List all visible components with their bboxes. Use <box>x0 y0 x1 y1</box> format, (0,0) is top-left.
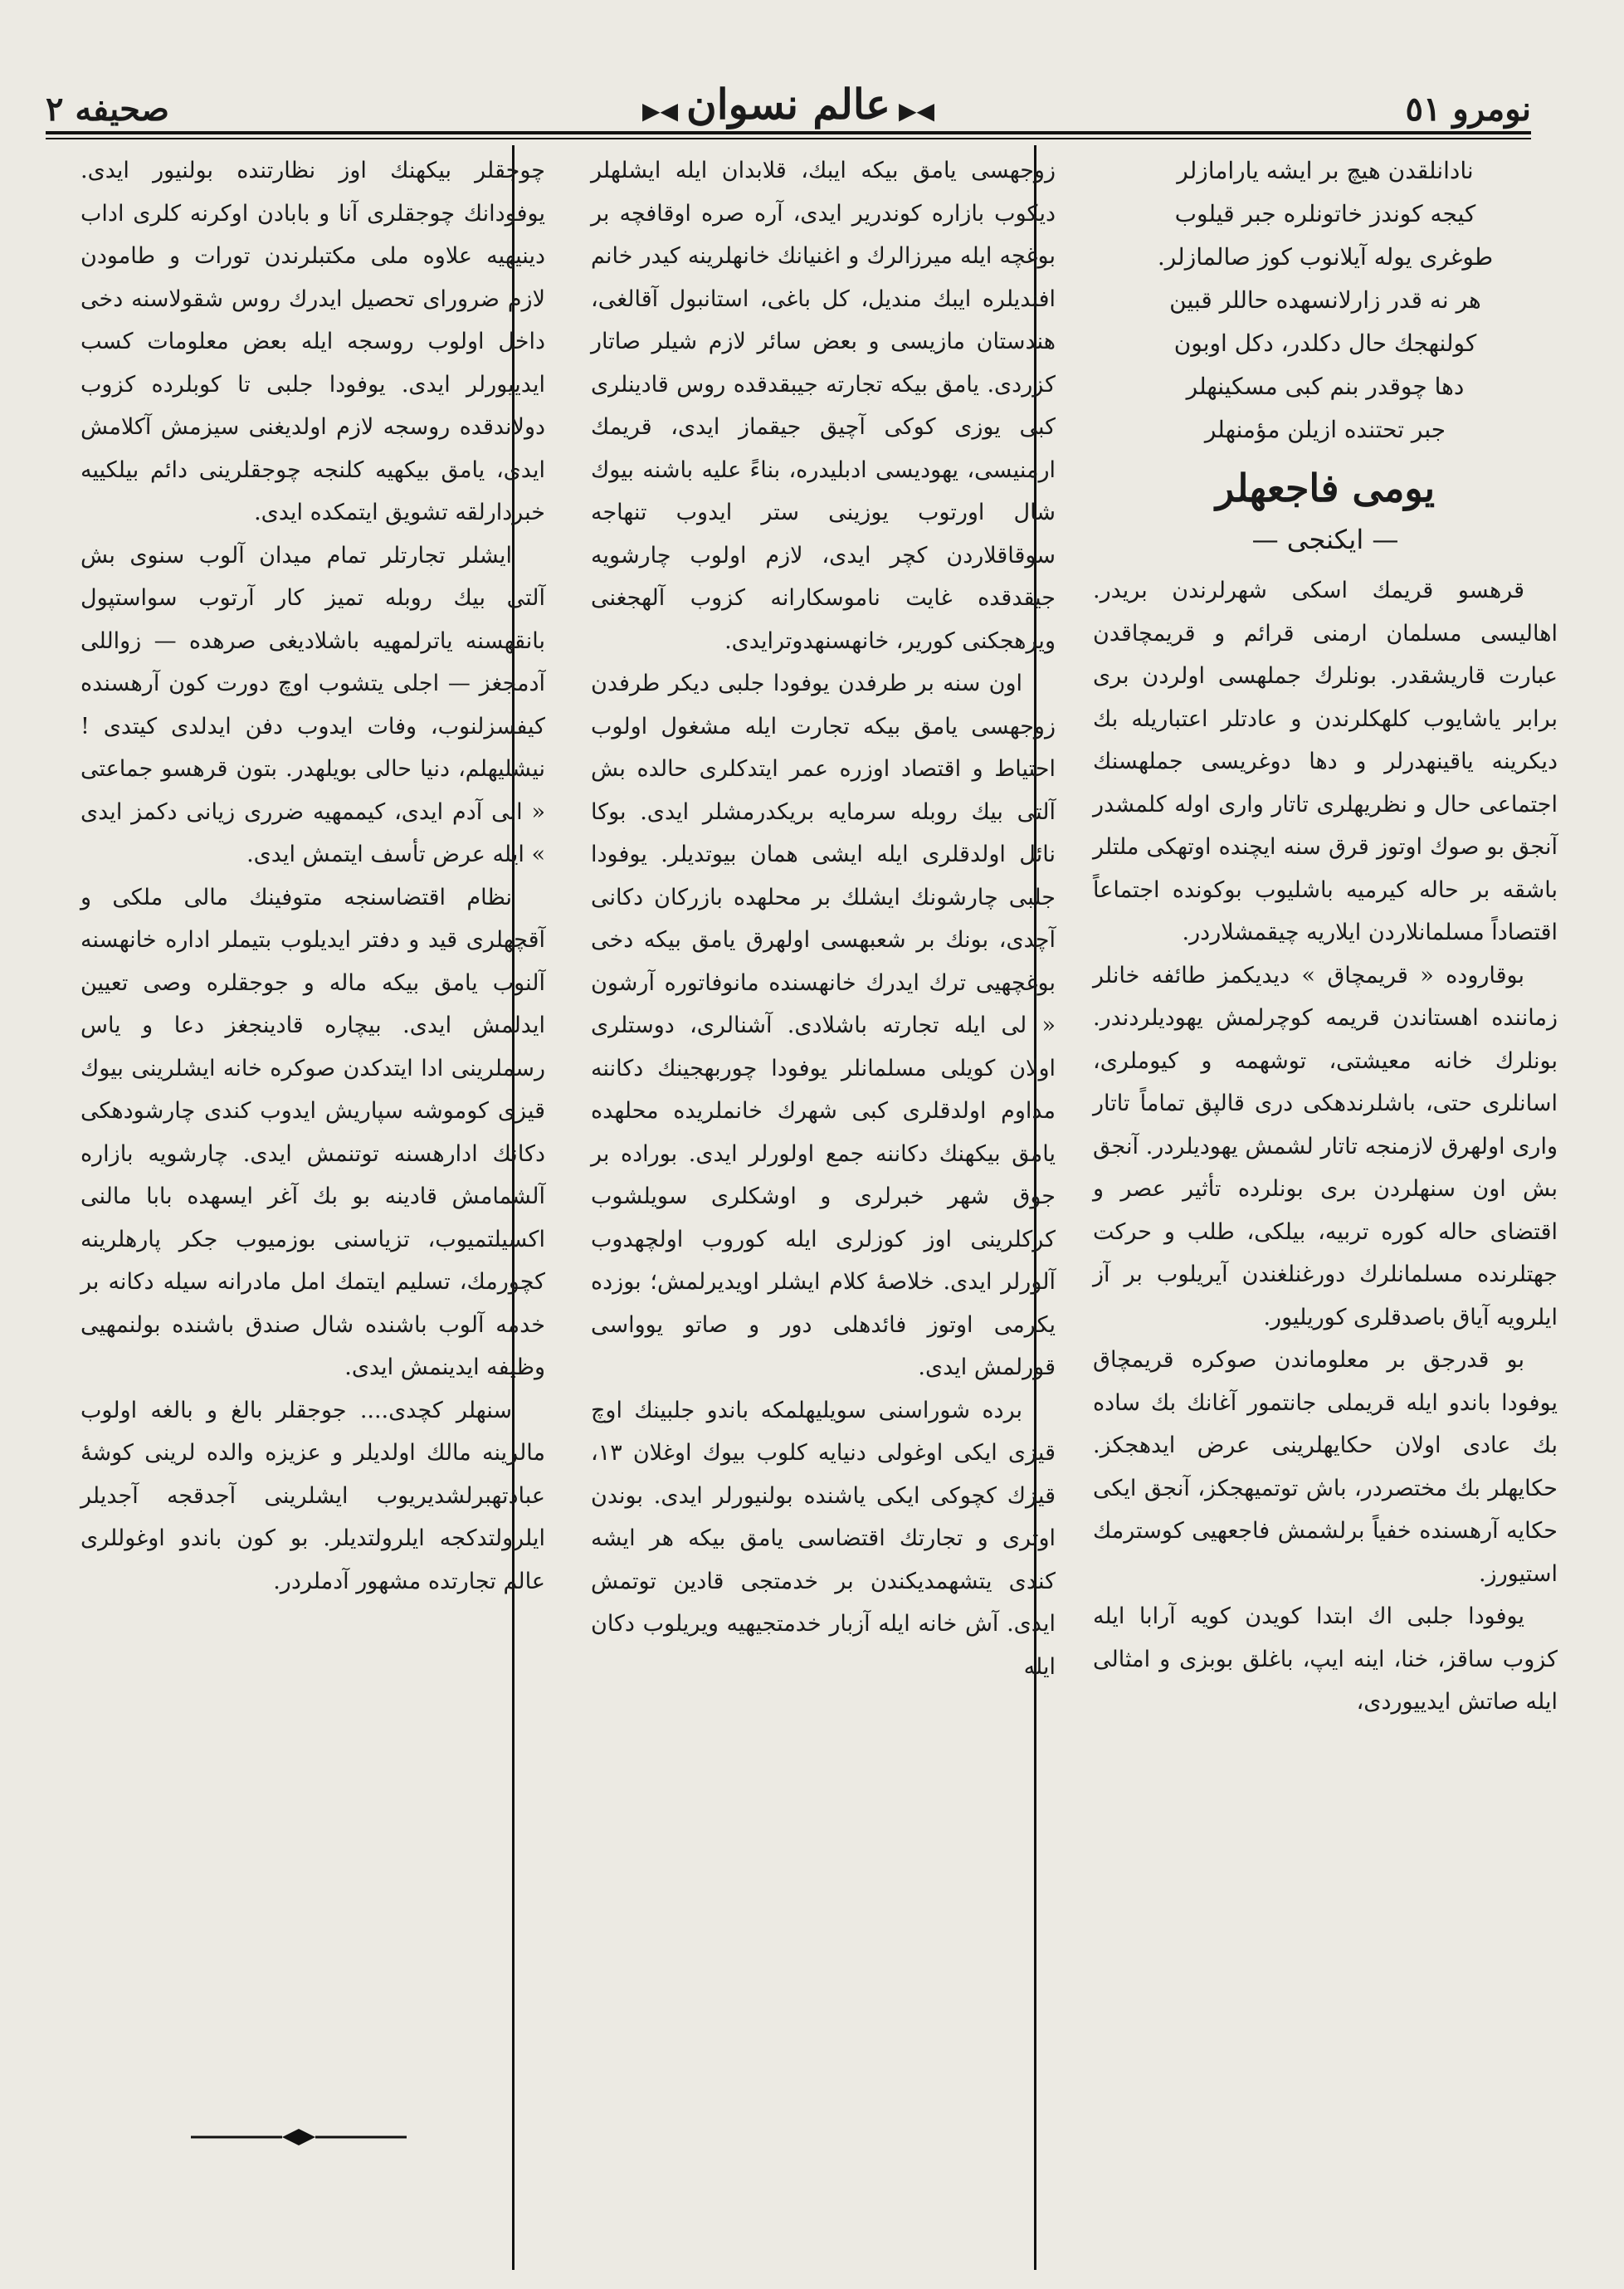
poem-line: کولنهجك حال دکلدر، دکل اوبون <box>1173 329 1477 357</box>
paragraph: برده شوراسنی سویلیهلمکه باندو جلبینك اوچ قیزی ایکی اوغولی دنیایه کلوب بیوك اوغلان ١٣، قیزك کچوکی ایکی یاشنده بولنیورلر ایدی. بوندن اوتری و تجارتك اقتضاسی یامق بیکه هر ایشه کندی یتشهمدیکندن بر خدمتجی قادین توتمش ایدی. آش خانه ایله آزبار خدمتجیهیه ویریلوب دکان ایله <box>591 1397 1056 1680</box>
paragraph: زوجهسی یامق بیکه ایبك، قلابدان ایله ایشلهلر دیکوب بازاره کوندریر ایدی، آره صره اوقافچه بر بوغچه ایله میرزالرك و اغنیانك خانهلرینه کیدر خانم افندیلره ایبك مندیل، کل باغی، استانبول آقالغی، هندستان مازیسی و بعض سائر لازم شیلر صاتار کزردی. یامق بیکه تجارته جیبقدقده روس قادینلری کبی یوزی کوکی آچیق جیقماز ایدی، قریمك ارمنیسی، یهودیسی ادبلیدره، بناءً علیه باشنه بیوك شال اورتوب یوزینی ستر ایدوب تنهاجه سوقاقلاردن کچر ایدی، لازم اولوب چارشویه جیقدقده غایت ناموسکارانه کزوب آلهجغنی ویرهجکنی کوریر، خانهسنهدوترایدی. <box>591 158 1056 654</box>
poem-line: کیجه کوندز خاتونلره جبر قیلوب <box>1174 200 1476 227</box>
section-title: یومی فاجعهلر <box>1215 466 1435 510</box>
poem-line: نادانلقدن هیچ بر ایشه یارامازلر <box>1177 157 1474 184</box>
column-left <box>80 149 545 1603</box>
poem-line: طوغری یوله آیلانوب کوز صالمازلر. <box>1157 243 1494 271</box>
poem <box>1093 149 1558 451</box>
newspaper-title <box>634 80 943 129</box>
title-ornament-left-icon: ◀▶ <box>641 97 679 124</box>
paragraph: قرهسو قریمك اسکی شهرلرندن بریدر. اهالیسی مسلمان ارمنی قرائم و قریمچاقدن عبارت قاریشقدر. بونلرك جملهسی اولردن بری برابر یاشایوب کلهکلرندن و عادتلر اعتباریله بك دیکرینه یاقینهدرلر و دها دوغریسی جملهسنك اجتماعی حال و نظریهلری تاتار واری اوله کلمشدر آنجق بو صوك اوتوز قرق سنه ایچنده اوتهکی ملتلر باشقه بر حاله کیرمیه باشلیوب بوکونده اجتماعاً اقتصاداً مسلمانلاردن ایلاریه چیقمشلاردر. <box>1093 578 1558 945</box>
paragraph: اون سنه بر طرفدن یوفودا جلبی دیکر طرفدن زوجهسی یامق بیکه تجارت ایله مشغول اولوب احتیاط و اقتصاد اوزره عمر ایتدکلری حالده بش آلتی بیك روبله سرمایه بریکدرمشلر ایدی. بوکا نائل اولدقلری ایله ایشی همان بیوتدیلر. یوفودا جلبی چارشونك ایشلك بر محلهده بازرکان دکانی آچدی، بونك بر شعبهسی اولهرق یامق بیکه دخی بوغچهیی ترك ایدرك خانهسنده مانوفاتوره آرشون « لی ایله تجارته باشلادی. آشنالری، دوستلری اولان کویلی مسلمانلر یوفودا چوربهجینك دکاننه مداوم اولدقلری کبی شهرك خانملریده محلهده یامق بیکهنك دکاننه جمع اولورلر ایدی. بوراده بر جوق شهر خبرلری و اوشکلری سویلشوب کرکلرینی اوز کوزلری ایله کوروب اولچهدوب آلورلر ایدی. خلاصهٔ کلام ایشلر اویدیرلمش؛ بوزده یکرمی اوتوز فائدهلی دور و صاتو یوواسی قورلمش ایدی. <box>591 671 1056 1380</box>
poem-line: هر نه قدر زارلانسهده حاللر قبین <box>1169 286 1481 314</box>
section-subtitle: — ایکنجی — <box>1251 524 1399 555</box>
column-right <box>1093 149 1558 1724</box>
page-number: صحیفه ٢ <box>46 90 169 129</box>
poem-line: جبر تحتنده ازیلن مؤمنهلر <box>1204 416 1446 443</box>
end-ornament-icon <box>191 2129 407 2145</box>
paragraph: یوفودا جلبی اك ابتدا کویدن کویه آرابا ایله کزوب ساقز، خنا، اینه ایپ، باغلق بوبزی و امثالی ایله صاتش ایدییوردی، <box>1093 1603 1558 1715</box>
issue-number: نومرو ٥١ <box>1405 90 1531 129</box>
paragraph: چوجقلر بیکهنك اوز نظارتنده بولنیور ایدی. یوفودانك چوجقلری آنا و بابادن اوکرنه کلری اداب دینیهیه علاوه ملی مکتبلرندن تورات و طامودن لازم ضرورای تحصیل ایدرك روس شقولاسنه دخی داخل اولوب روسجه ایله بعض معلومات کسب ایدییورلر ایدی. یوفودا جلبی تا کوبلرده کزوب دولاندقده روسجه لازم اولدیغنی سیزمش آکلامش ایدی، یامق بیکهیه کلنجه چوجقلرینی دائم بیلکییه خبردارلقه تشویق ایتمکده ایدی. <box>80 158 545 525</box>
header-rule <box>46 131 1531 134</box>
page-header <box>46 48 1531 131</box>
newspaper-title-text: عالم نسوان <box>686 80 890 129</box>
column-middle <box>591 149 1056 1688</box>
paragraph: ایشلر تجارتلر تمام میدان آلوب سنوی بش آلتی بیك روبله تمیز کار آرتوب سواستپول بانقهسنه یاترلمهیه باشلادیغی صرهده — زواللی آدمجغز — اجلی یتشوب اوچ دورت کون آرهسنده کیفسزلنوب، وفات ایدوب دفن ایدلدی کیتدی ! نیشلیهلم، دنیا حالی بویلهدر. بتون قرهسو جماعتی « ابی آدم ایدی، کیممهیه ضرری زیانی دکمز ایدی » ایله عرض تأسف ایتمش ایدی. <box>80 542 545 867</box>
paragraph: سنهلر کچدی.... جوجقلر بالغ و بالغه اولوب مالرینه مالك اولدیلر و عزیزه والده لرینی کوشهٔ عبادتهبرلشدیریوب ایشلرینی آجدقجه آجدیلر ایلرولتدکجه ایلرولتدیلر. بو کون باندو اوغوللری عالم تجارتده مشهور آدملردر. <box>80 1397 545 1594</box>
title-ornament-right-icon: ◀▶ <box>898 97 935 124</box>
poem-line: دها چوقدر بنم کبی مسکینهلر <box>1186 373 1465 400</box>
header-rule-thin <box>46 138 1531 139</box>
paragraph: نظام اقتضاسنجه متوفینك مالی ملکی و آقچهلری قید و دفتر ایدیلوب بتیملر اداره خانهسنه آلنوب یامق بیکه ماله و جوجقلره وصی تعیین ایدلمش ایدی. بیچاره قادینجغز دعا و یاس رسملرینی ادا ایتدکدن صوکره خانه ایشلرینی بیوك قیزی کوموشه سپاریش ایدوب کندی چارشودهکی دکانك ادارهسنه توتنمش ایدی. چارشویه بازاره آلشمامش قادینه بو بك آغر ایسهده بابا مالنی اکسیلتمیوب، تزیاسنی بوزمیوب جکر پارهلرینه کچورمك، تسلیم ایتمك امل مادرانه سیله دکانه بر خدمه آلوب باشنده شال صندق باشنده بولنمهیی وظیفه ایدینمش ایدی. <box>80 884 545 1380</box>
paragraph: بو قدرجق بر معلوماندن صوکره قریمچاق یوفودا باندو ایله قریملی جانتمور آغانك بك ساده بك عادی اولان حکایهلرینی عرض ایدهجکز. حکایهلر بك مختصردر، باش توتمیهجکز، آنجق ایکی حکایه آرهسنده خفیاً برلشمش فاجعهیی کوسترمك استیورز. <box>1093 1347 1558 1587</box>
paragraph: بوقاروده « قریمچاق » دیدیکمز طائفه خانلر زماننده اهستاندن قریمه کوچرلمش یهودیلردندر. بونلرك خانه معیشتی، توشهمه و کیوملری، اسانلری حتی، باشلرندهکی دری قالپق تماماً تاتار واری اولهرق لازمنجه تاتار لشمش یهودیلردر. آنجق بش اون سنهلردن بری بونلرده تأثیر عصر و اقتضای حاله کوره تربیه، بیلکی، طلب و حرکت جهتلرنده مسلمانلرك دورغنلغندن آیریلوب بر آز ایلرویه آیاق باصدقلری کوریلیور. <box>1093 962 1558 1330</box>
